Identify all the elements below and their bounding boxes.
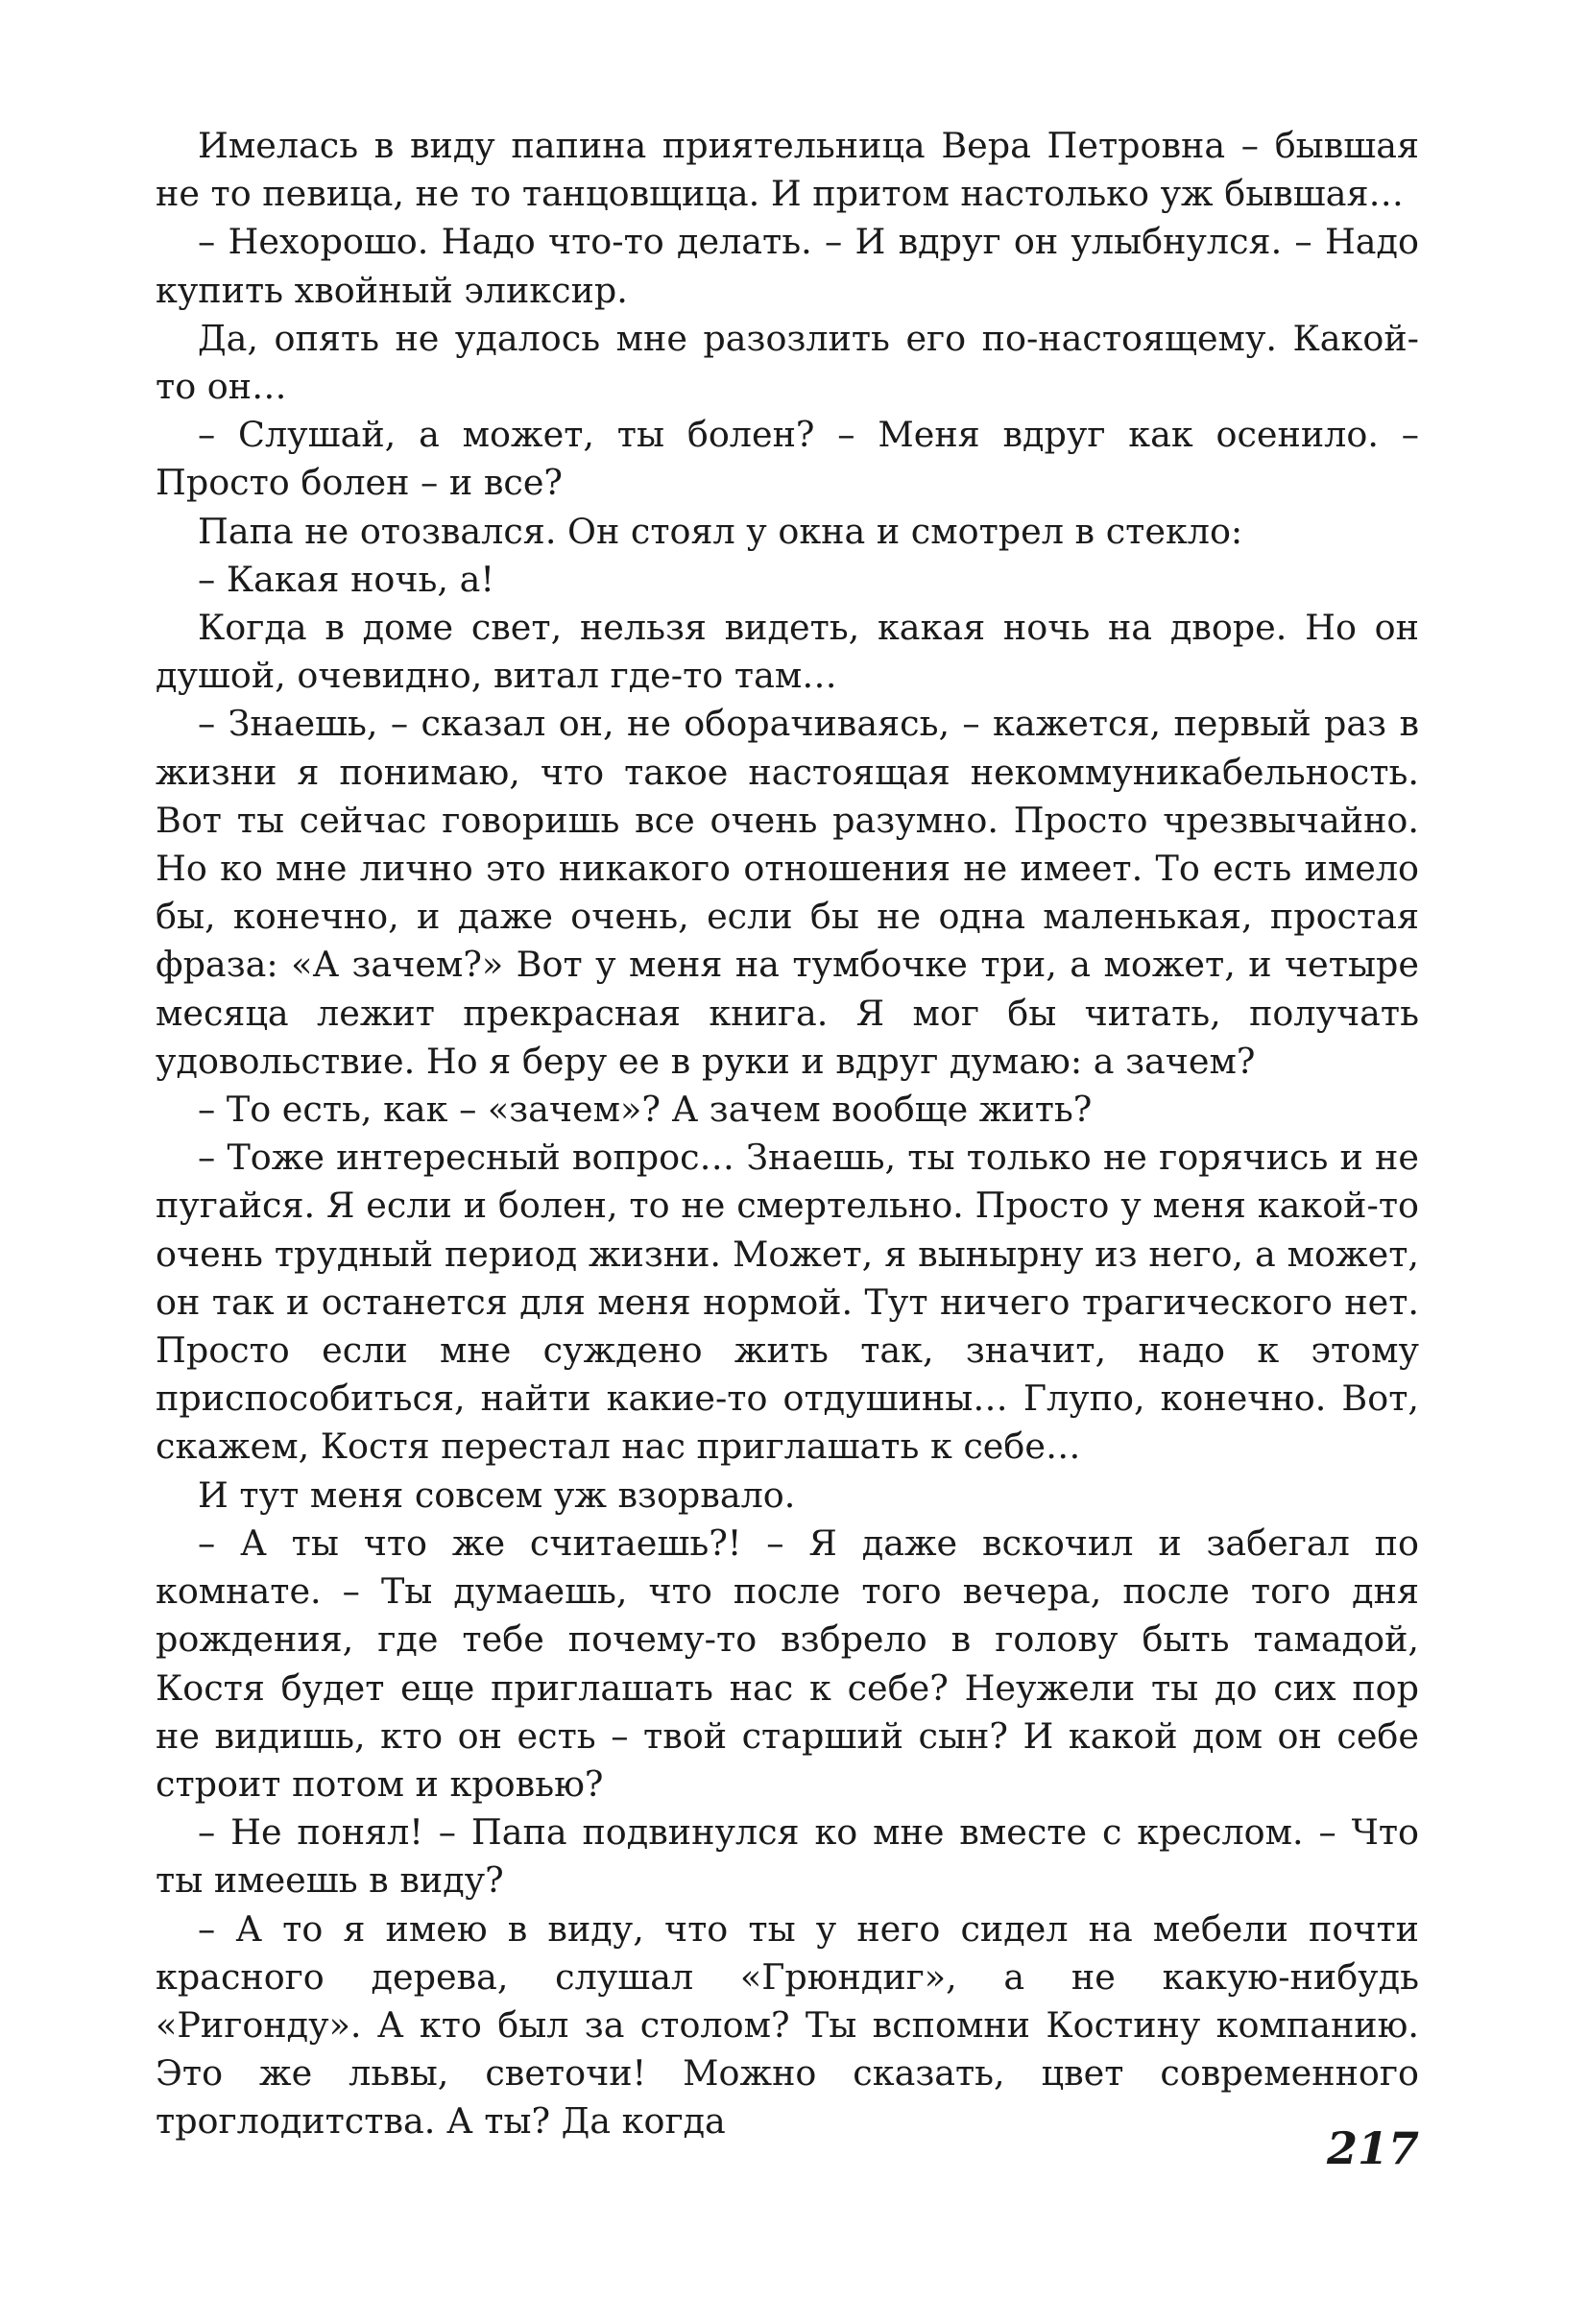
paragraph: Когда в доме свет, нельзя видеть, какая ночь на дворе. Но он душой, очевидно, витал где-то там… bbox=[156, 607, 1419, 697]
paragraph: – А ты что же считаешь?! – Я даже вскочил и забегал по комнате. – Ты думаешь, что после того вечера, после того дня рождения, где тебе почему-то взбрело в голову быть тамадой, Костя будет еще приглашать нас к себе? Неужели ты до сих пор не видишь, кто он есть – твой старший сын? И какой дом он себе строит потом и кровью? bbox=[156, 1521, 1419, 1805]
paragraph: – То есть, как – «зачем»? А зачем вообще жить? bbox=[198, 1089, 1093, 1131]
paragraph: Папа не отозвался. Он стоял у окна и смотрел в стекло: bbox=[198, 510, 1243, 552]
page-body bbox=[156, 122, 1419, 2146]
paragraph: – А то я имею в виду, что ты у него сидел на мебели почти красного дерева, слушал «Грюндиг», а не какую-нибудь «Ригонду». А кто был за столом? Ты вспомни Костину компанию. Это же львы, светочи! Можно сказать, цвет современного троглодитства. А ты? Да когда bbox=[156, 1907, 1419, 2143]
paragraph: – Какая ночь, а! bbox=[198, 558, 495, 600]
paragraph: – Не понял! – Папа подвинулся ко мне вместе с креслом. – Что ты имеешь в виду? bbox=[156, 1811, 1419, 1902]
paragraph: Имелась в виду папина приятельница Вера Петровна – бывшая не то певица, не то танцовщица. И притом настолько уж бывшая… bbox=[156, 125, 1419, 215]
paragraph: – Знаешь, – сказал он, не оборачиваясь, – кажется, первый раз в жизни я понимаю, что такое настоящая некоммуникабельность. Вот ты сейчас говоришь все очень разумно. Просто чрезвычайно. Но ко мне лично это никакого отношения не имеет. То есть имело бы, конечно, и даже очень, если бы не одна маленькая, простая фраза: «А зачем?» Вот у меня на тумбочке три, а может, и четыре месяца лежит прекрасная книга. Я мог бы читать, получать удовольствие. Но я беру ее в руки и вдруг думаю: а зачем? bbox=[156, 703, 1419, 1082]
paragraph: И тут меня совсем уж взорвало. bbox=[198, 1473, 796, 1516]
paragraph: – Слушай, а может, ты болен? – Меня вдруг как осенило. – Просто болен – и все? bbox=[156, 414, 1419, 504]
paragraph: Да, опять не удалось мне разозлить его по-настоящему. Какой-то он… bbox=[156, 317, 1419, 408]
paragraph: – Нехорошо. Надо что-то делать. – И вдруг он улыбнулся. – Надо купить хвойный эликсир. bbox=[156, 221, 1419, 311]
page-number: 217 bbox=[1326, 2122, 1419, 2174]
paragraph: – Тоже интересный вопрос… Знаешь, ты только не горячись и не пугайся. Я если и болен, то не смертельно. Просто у меня какой-то очень трудный период жизни. Может, я вынырну из него, а может, он так и останется для меня нормой. Тут ничего трагического нет. Просто если мне суждено жить так, значит, надо к этому приспособиться, найти какие-то отдушины… Глупо, конечно. Вот, скажем, Костя перестал нас приглашать к себе… bbox=[156, 1137, 1419, 1468]
